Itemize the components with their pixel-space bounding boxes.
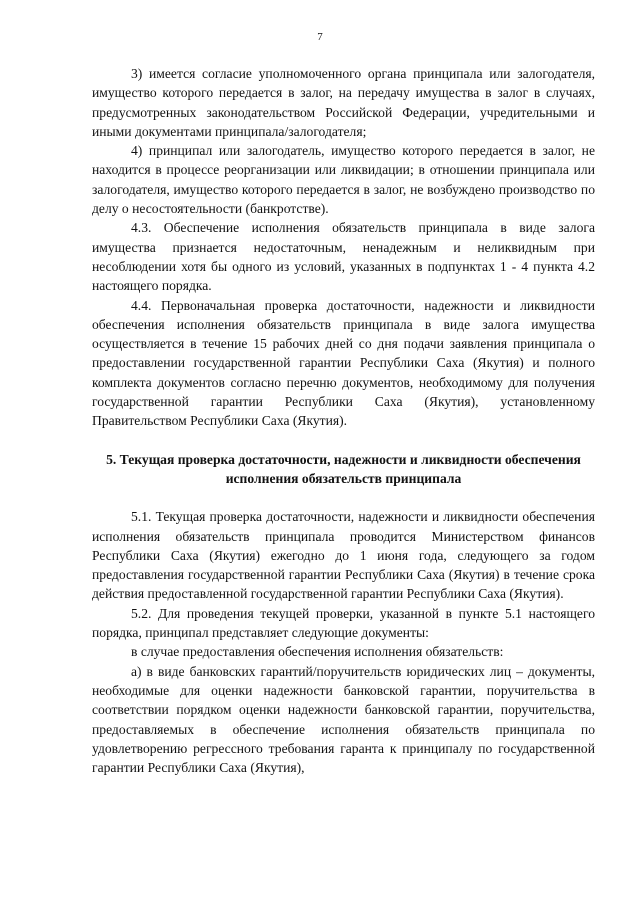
paragraph-5-2-intro: в случае предоставления обеспечения исполнения обязательств:	[131, 644, 504, 660]
paragraph-5-2-item-a: а) в виде банковских гарантий/поручительств юридических лиц – документы, необходимые для оценки надежности банковской гарантии, поручительства в соответствии порядком оценки надежности банковской гарантии, поручительства, предоставляемых в обеспечение исполнения обязательств принципала по удовлетворению регрессного требования гаранта к принципалу по государственной гарантии Республики Саха (Якутия),	[92, 663, 595, 776]
document-body	[92, 64, 595, 777]
paragraph-4-3: 4.3. Обеспечение исполнения обязательств принципала в виде залога имущества признается недостаточным, ненадежным и неликвидным при несоблюдении хотя бы одного из условий, указанных в подпунктах 1 - 4 пункта 4.2 настоящего порядка.	[92, 220, 595, 294]
paragraph-4-2-item-3: 3) имеется согласие уполномоченного органа принципала или залогодателя, имущество которого передается в залог, на передачу имущества в залог в случаях, предусмотренных законодательством Российской Федерации, учредительными и иными документами принципала/залогодателя;	[92, 66, 595, 139]
section-5-heading: 5. Текущая проверка достаточности, надежности и ликвидности обеспечения исполнения обязательств принципала	[106, 451, 581, 486]
page-number: 7	[317, 31, 323, 43]
paragraph-5-2: 5.2. Для проведения текущей проверки, указанной в пункте 5.1 настоящего порядка, принципал представляет следующие документы:	[92, 605, 595, 641]
paragraph-4-4: 4.4. Первоначальная проверка достаточности, надежности и ликвидности обеспечения исполнения обязательств принципала в виде залога имущества осуществляется в течение 15 рабочих дней со дня подачи заявления принципала о предоставлении государственной гарантии Республики Саха (Якутия) и полного комплекта документов согласно перечню документов, необходимому для получения государственной гарантии Республики Саха (Якутия), установленному Правительством Республики Саха (Якутия).	[92, 297, 595, 429]
paragraph-5-1: 5.1. Текущая проверка достаточности, надежности и ликвидности обеспечения исполнения обязательств принципала проводится Министерством финансов Республики Саха (Якутия) ежегодно до 1 июня года, следующего за годом предоставления государственной гарантии Республики Саха (Якутия) в течение срока действия предоставленной государственной гарантии Республики Саха (Якутия).	[92, 509, 595, 602]
paragraph-4-2-item-4: 4) принципал или залогодатель, имущество которого передается в залог, не находится в процессе реорганизации или ликвидации; в отношении принципала или залогодателя, имущество которого передается в залог, не возбуждено производство по делу о несостоятельности (банкротстве).	[92, 143, 595, 217]
